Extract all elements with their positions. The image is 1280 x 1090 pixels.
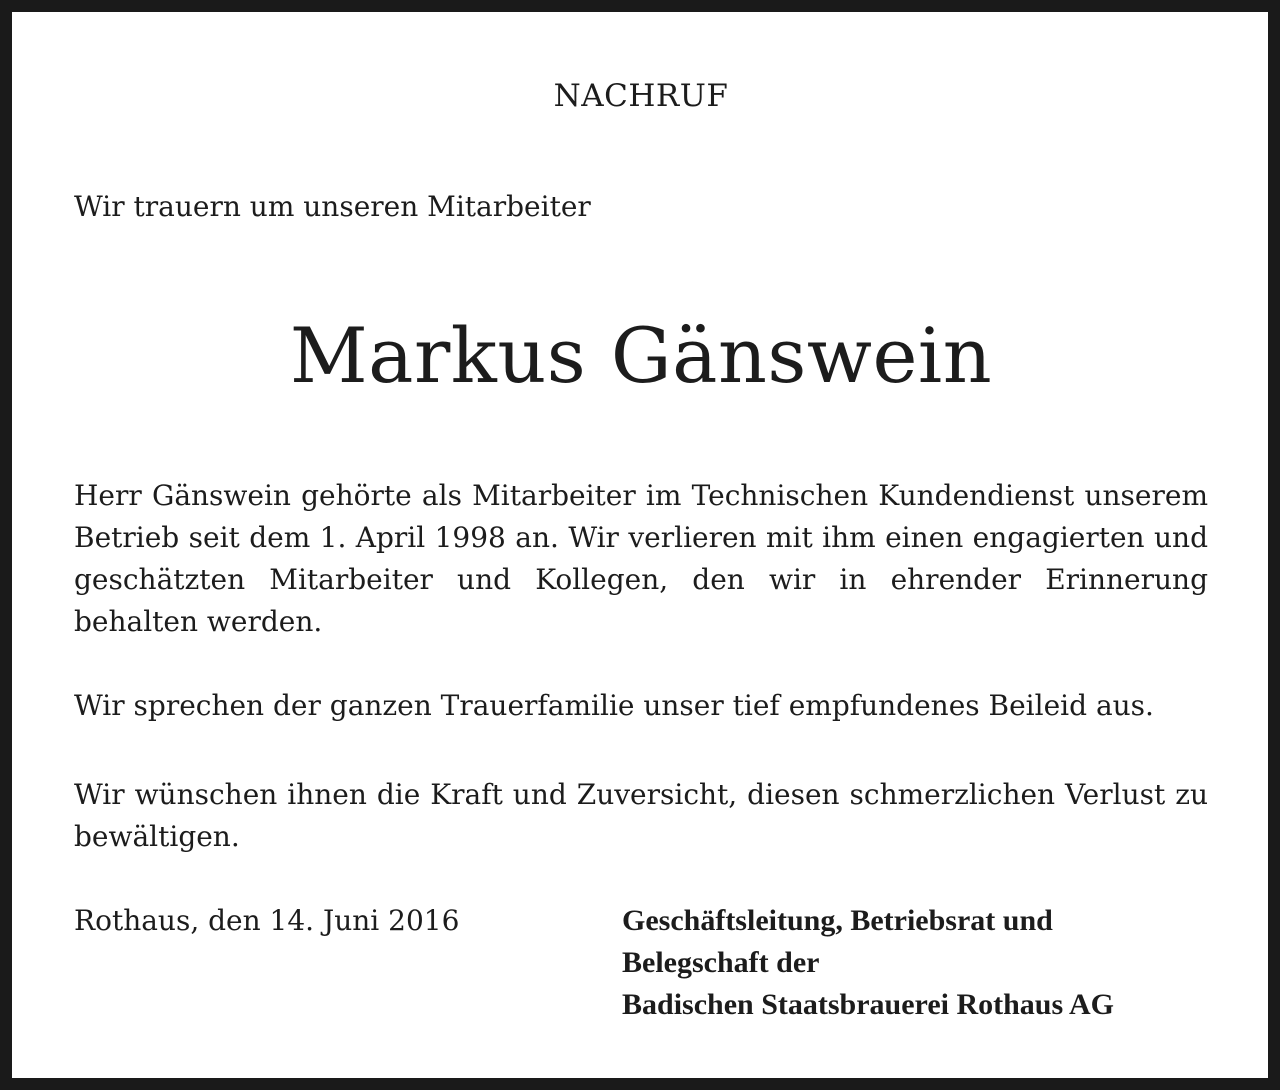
- obituary-notice: [74, 12, 1208, 1078]
- signature-line-1: Geschäftsleitung, Betriebsrat und: [622, 904, 1053, 937]
- signature-block: [622, 900, 1114, 1026]
- notice-heading: NACHRUF: [553, 78, 729, 114]
- intro-line: Wir trauern um unseren Mitarbeiter: [74, 190, 591, 223]
- notice-frame: [12, 12, 1268, 1078]
- deceased-name: Markus Gänswein: [289, 311, 993, 400]
- signature-line-2: Belegschaft der: [622, 946, 820, 979]
- body-paragraph-3: Wir wünschen ihnen die Kraft und Zuversicht, diesen schmerzlichen Verlust zu bewältigen.: [74, 778, 1208, 853]
- body-paragraph-2: Wir sprechen der ganzen Trauerfamilie unser tief empfundenes Beileid aus.: [74, 689, 1154, 722]
- place-and-date: Rothaus, den 14. Juni 2016: [74, 904, 460, 937]
- signature-line-3: Badischen Staatsbrauerei Rothaus AG: [622, 988, 1115, 1021]
- body-paragraph-1: Herr Gänswein gehörte als Mitarbeiter im Technischen Kundendienst unserem Betrieb seit dem 1. April 1998 an. Wir verlieren mit ihm einen engagierten und geschätzten Mitarbeiter und Kollegen, den wir in ehrender Erinnerung behalten werden.: [74, 479, 1208, 638]
